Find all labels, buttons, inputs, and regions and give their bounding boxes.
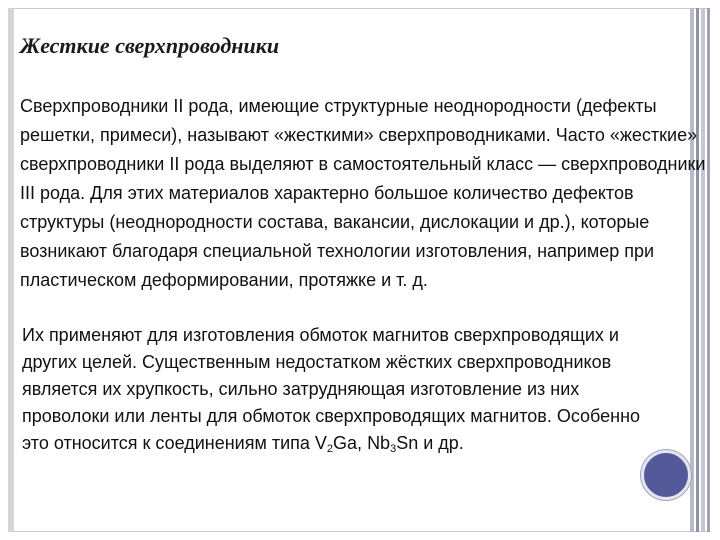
paragraph-1: Сверхпроводники II рода, имеющие структурные неоднородности (дефекты решетки, примеси), называют «жесткими» сверхпроводниками. Часто «жесткие» сверхпроводники II рода выделяют в самостоятельный класс — сверхпроводники III рода. Для этих материалов характерно большое количество дефектов структуры (неоднородности состава, вакансии, дислокации и др.), которые возникают благодаря специальной технологии изготовления, например при пластическом деформировании, протяжке и т. д. [20, 96, 706, 290]
formula-separator: , [357, 433, 368, 453]
slide-title: Жесткие сверхпроводники [20, 33, 280, 58]
formula-nb3sn [367, 433, 418, 453]
paragraph-2-text: Их применяют для изготовления обмоток магнитов сверхпроводящих и других целей. Существенным недостатком жёстких сверхпроводников является их хрупкость, сильно затрудняющая изготовление из них проволоки или ленты для обмоток сверхпроводящих магнитов. Особенно это относится к соединениям типа [22, 325, 641, 453]
formula-subscript: 2 [326, 443, 334, 455]
left-decor-bar [8, 8, 14, 532]
formula-subscript: 3 [390, 443, 397, 455]
formula-part: Sn [396, 433, 419, 453]
formula-v2ga [315, 433, 357, 453]
decorative-circle-icon [641, 450, 691, 500]
formula-part: V [314, 433, 327, 453]
formula-part: Ga [333, 433, 358, 453]
paragraph-2-end: и др. [418, 433, 464, 453]
paragraph-2 [22, 322, 662, 457]
formula-part: Nb [367, 433, 391, 453]
